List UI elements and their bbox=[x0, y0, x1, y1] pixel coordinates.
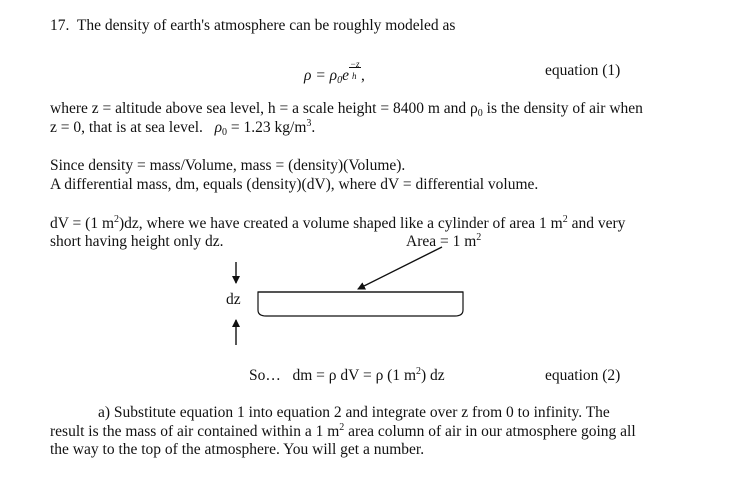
eq2-so: So… bbox=[249, 367, 281, 384]
equation-2 bbox=[249, 367, 445, 385]
part-a-line-3: the way to the top of the atmosphere. You will get a number. bbox=[50, 441, 425, 458]
cylinder-shape bbox=[258, 292, 463, 316]
eq2-body-a: dm = ρ dV = ρ (1 m bbox=[292, 367, 417, 384]
where-text-1: where z = altitude above sea level, h = a scale height = 8400 m and ρ bbox=[50, 100, 478, 117]
dv-line-2: short having height only dz. bbox=[50, 233, 224, 250]
area-label-text: Area = 1 m bbox=[406, 233, 477, 250]
dv-text-c: and very bbox=[567, 215, 626, 232]
part-a-line-2 bbox=[50, 423, 636, 441]
part-a-text-a: result is the mass of air contained within a 1 m bbox=[50, 423, 340, 440]
rho-subscript: 0 bbox=[222, 127, 228, 138]
where-text-2a: z = 0, that is at sea level. bbox=[50, 119, 203, 136]
eq1-subscript: 0 bbox=[337, 75, 343, 86]
part-a-line-1: a) Substitute equation 1 into equation 2 and integrate over z from 0 to infinity. The bbox=[98, 404, 610, 421]
eq1-exp-den: h bbox=[351, 71, 357, 81]
problem-intro: The density of earth's atmosphere can be roughly modeled as bbox=[76, 17, 456, 34]
part-a-superscript: 2 bbox=[339, 422, 345, 433]
dv-text-b: )dz, where we have created a volume shaped like a cylinder of area 1 m bbox=[119, 215, 563, 232]
equation-2-label: equation (2) bbox=[545, 367, 621, 384]
differential-line: A differential mass, dm, equals (density)(dV), where dV = differential volume. bbox=[50, 176, 539, 193]
eq1-base: e bbox=[342, 67, 349, 84]
units-superscript: 3 bbox=[306, 118, 312, 129]
eq1-lhs: ρ = ρ bbox=[304, 67, 338, 84]
rho-symbol: ρ bbox=[214, 119, 223, 136]
where-text-1-end: is the density of air when bbox=[482, 100, 643, 117]
where-text-2-end: . bbox=[311, 119, 316, 136]
part-a-text-b: area column of air in our atmosphere going all bbox=[344, 423, 636, 440]
area-pointer-arrow bbox=[358, 247, 442, 289]
dv-sup-1: 2 bbox=[114, 214, 119, 225]
eq2-body-b: ) dz bbox=[421, 367, 445, 384]
where-subscript: 0 bbox=[477, 108, 483, 119]
dv-text-a: dV = (1 m bbox=[50, 215, 114, 232]
equation-1-label: equation (1) bbox=[545, 62, 621, 79]
problem-number: 17. bbox=[50, 17, 70, 34]
dv-sup-2: 2 bbox=[562, 214, 568, 225]
eq1-comma: , bbox=[360, 67, 365, 84]
since-line: Since density = mass/Volume, mass = (density)(Volume). bbox=[50, 157, 406, 174]
where-text-2c: = 1.23 kg/m bbox=[227, 119, 307, 136]
eq1-exp-num: −z bbox=[349, 59, 360, 69]
area-superscript: 2 bbox=[476, 232, 482, 243]
eq2-superscript: 2 bbox=[416, 366, 422, 377]
dz-label: dz bbox=[226, 291, 241, 308]
